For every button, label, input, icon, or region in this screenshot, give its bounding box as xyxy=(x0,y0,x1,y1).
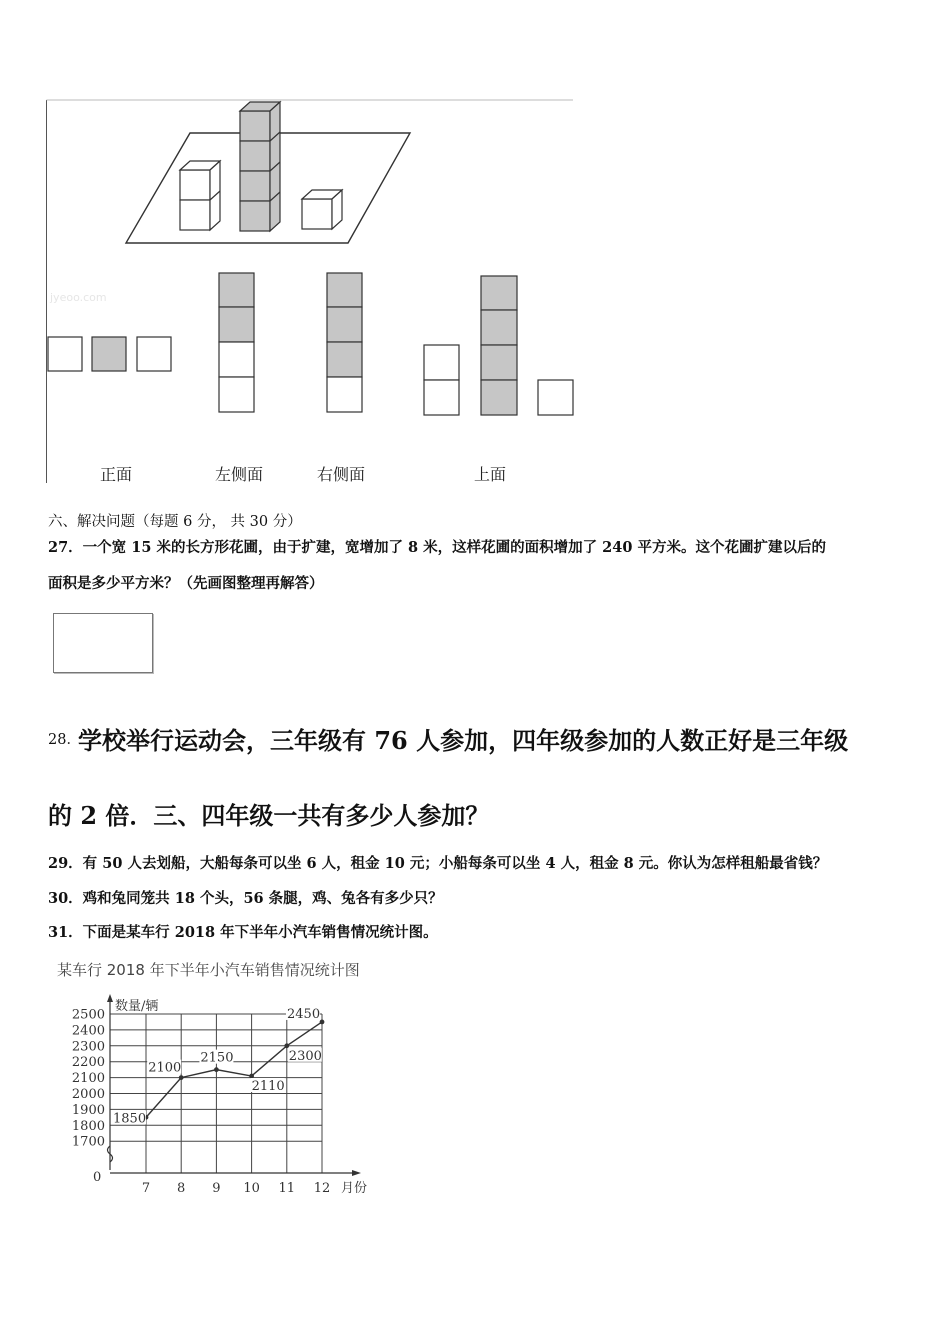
data-label: 2450 xyxy=(287,1006,321,1022)
y-tick-label: 1800 xyxy=(71,1118,105,1134)
y-tick-label: 2500 xyxy=(71,1007,105,1023)
data-label: 2100 xyxy=(148,1060,182,1076)
front-view xyxy=(48,337,171,371)
sales-line-chart xyxy=(55,990,385,1205)
label-top-view: 上面 xyxy=(474,465,507,484)
question-27-line1: 27．一个宽 15 米的长方形花圃，由于扩建，宽增加了 8 米，这样花圃的面积增加了 240 平方米。这个花圃扩建以后的 xyxy=(48,539,826,556)
question-28-number: 28． xyxy=(48,732,81,748)
label-front-view: 正面 xyxy=(100,465,133,484)
question-28-line1: 学校举行运动会，三年级有 76 人参加，四年级参加的人数正好是三年级 xyxy=(78,726,849,755)
y-axis-arrow xyxy=(107,994,113,1002)
x-tick-label: 9 xyxy=(212,1181,221,1196)
label-left-view: 左侧面 xyxy=(215,465,264,484)
section-heading: 六、解决问题（每题 6 分， 共 30 分） xyxy=(48,514,302,530)
y-tick-label: 2100 xyxy=(71,1071,105,1087)
answer-drawing-box xyxy=(53,613,153,673)
cube-stack-right xyxy=(302,190,342,229)
x-tick-label: 7 xyxy=(141,1181,151,1196)
y-tick-label: 2200 xyxy=(71,1055,105,1071)
data-label: 2110 xyxy=(251,1079,285,1095)
y-tick-label: 1700 xyxy=(71,1134,105,1150)
y-tick-label: 2000 xyxy=(71,1087,105,1102)
y-zero-label: 0 xyxy=(93,1170,102,1185)
data-label: 1850 xyxy=(113,1111,147,1127)
data-point xyxy=(284,1043,289,1048)
y-tick-label: 1900 xyxy=(71,1102,105,1118)
watermark-text: jyeoo.com xyxy=(50,291,107,304)
question-29: 29．有 50 人去划船，大船每条可以坐 6 人，租金 10 元；小船每条可以坐 4 人，租金 8 元。你认为怎样租船最省钱？ xyxy=(48,855,828,872)
x-tick-label: 12 xyxy=(313,1181,331,1196)
data-point xyxy=(214,1067,219,1072)
cube-stack-left xyxy=(180,161,220,230)
top-view xyxy=(424,276,573,415)
data-point xyxy=(249,1074,254,1079)
question-27-line2: 面积是多少平方米？（先画图整理再解答） xyxy=(48,575,324,592)
x-tick-label: 10 xyxy=(243,1181,260,1196)
x-tick-label: 11 xyxy=(278,1181,296,1196)
chart-title: 某车行 2018 年下半年小汽车销售情况统计图 xyxy=(57,961,360,979)
y-tick-label: 2300 xyxy=(71,1039,105,1055)
data-point xyxy=(179,1075,184,1080)
label-right-view: 右侧面 xyxy=(317,465,366,484)
y-axis-label: 数量/辆 xyxy=(115,999,159,1014)
right-side-view xyxy=(327,273,362,412)
y-tick-label: 2400 xyxy=(71,1023,105,1039)
data-label: 2150 xyxy=(200,1050,234,1066)
cube-stack-middle xyxy=(240,102,280,231)
data-point xyxy=(320,1020,325,1025)
x-tick-label: 8 xyxy=(177,1181,186,1196)
x-axis-arrow xyxy=(352,1170,361,1176)
question-28-line2: 的 2 倍．三、四年级一共有多少人参加？ xyxy=(48,801,490,830)
data-label: 2300 xyxy=(288,1048,322,1064)
question-31: 31．下面是某车行 2018 年下半年小汽车销售情况统计图。 xyxy=(48,924,438,941)
x-axis-label: 月份 xyxy=(341,1181,368,1196)
question-30: 30．鸡和兔同笼共 18 个头，56 条腿，鸡、兔各有多少只？ xyxy=(48,890,443,907)
left-side-view xyxy=(219,273,254,412)
